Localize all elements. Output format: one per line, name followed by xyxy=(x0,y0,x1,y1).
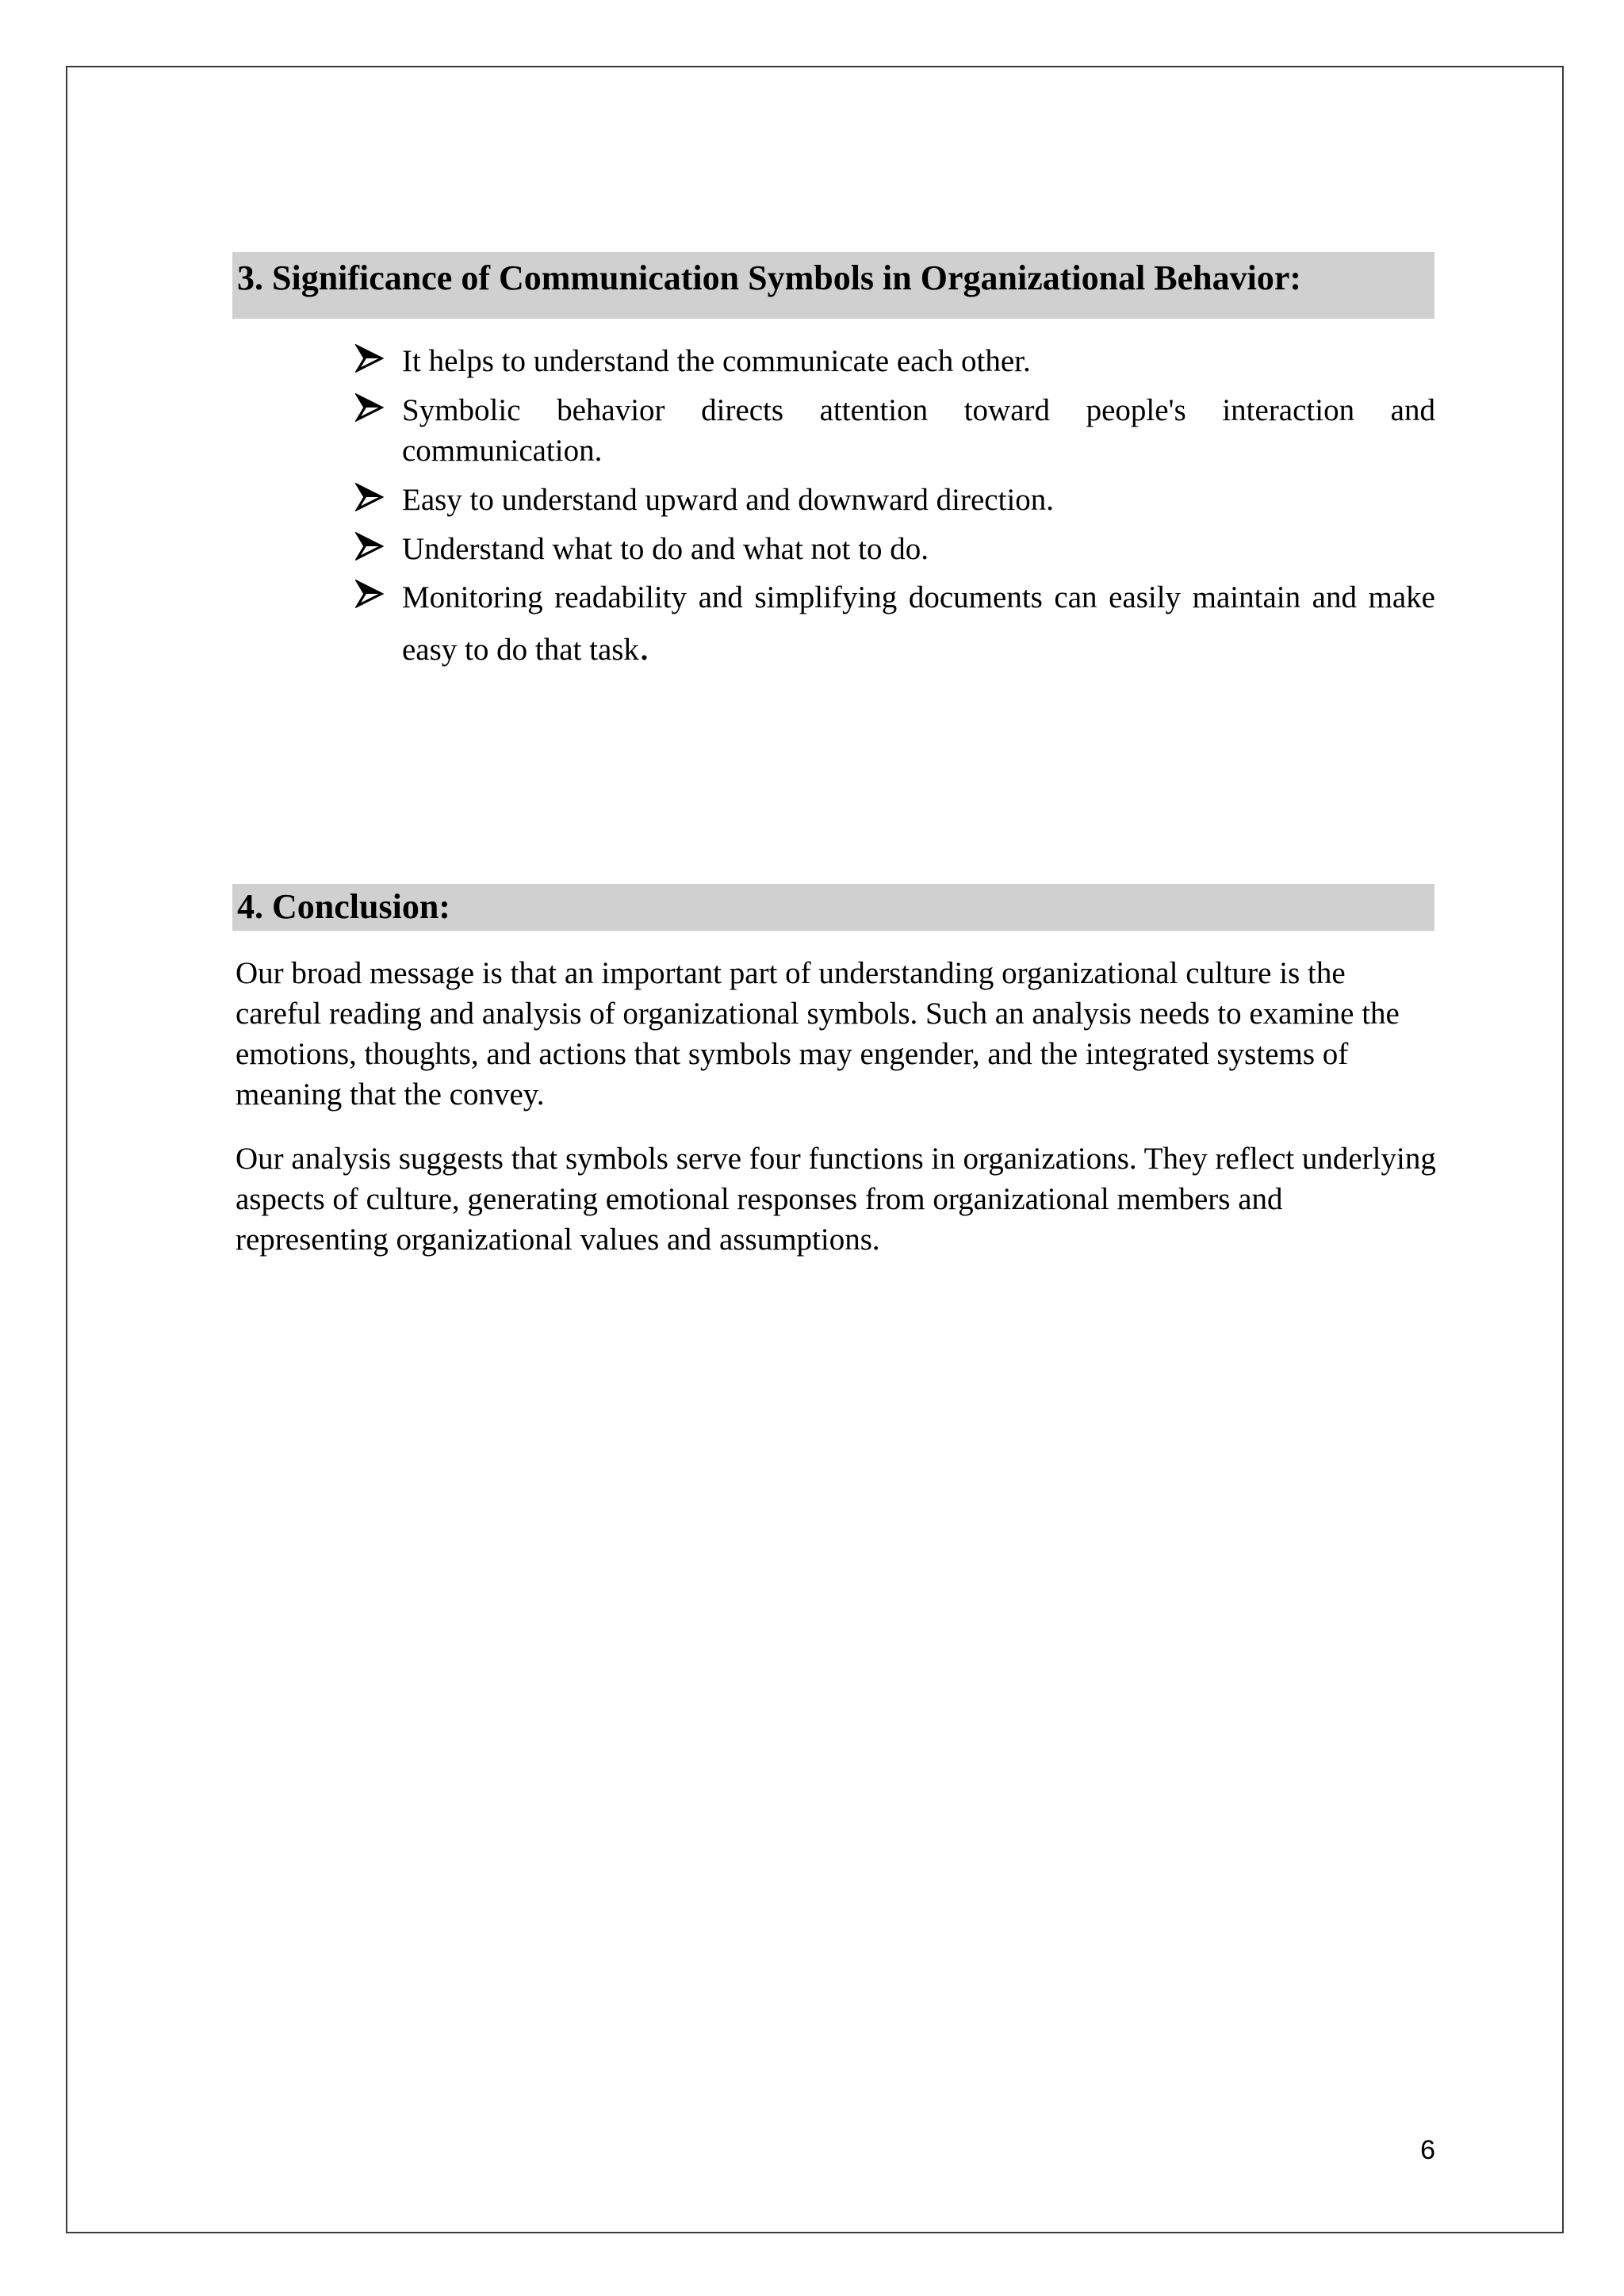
arrowhead-bullet-icon xyxy=(355,393,384,422)
section-4-heading: 4. Conclusion: xyxy=(232,884,1434,931)
bullet-text: Easy to understand upward and downward direction. xyxy=(402,483,1055,517)
bullet-text: Understand what to do and what not to do. xyxy=(402,532,929,566)
page-number: 6 xyxy=(1420,2135,1435,2165)
conclusion-paragraph-2: Our analysis suggests that symbols serve four functions in organizations. They reflect underlying aspects of culture, generating emotional responses from organizational members and representing organizational values and assumptions. xyxy=(236,1142,1436,1257)
list-item xyxy=(355,529,1435,569)
arrowhead-bullet-icon xyxy=(355,344,384,373)
list-item xyxy=(355,573,1435,675)
conclusion-paragraph-1: Our broad message is that an important part of understanding organizational culture is the careful reading and analysis of organizational symbols. Such an analysis needs to examine the emotions, thoughts, and actions that symbols may engender, and the integrated systems of meaning that the convey. xyxy=(236,956,1400,1112)
section-3-heading: 3. Significance of Communication Symbols in Organizational Behavior: xyxy=(232,252,1434,319)
arrowhead-bullet-icon xyxy=(355,532,384,561)
arrowhead-bullet-icon xyxy=(355,580,384,608)
bullet-text: Monitoring readability and simplifying documents can easily maintain and make easy to do that task xyxy=(402,580,1435,667)
bullet-text: Symbolic behavior directs attention toward people's interaction and communication. xyxy=(402,393,1435,468)
significance-bullet-list xyxy=(355,341,1435,683)
list-item xyxy=(355,390,1435,471)
bullet-text: It helps to understand the communicate each other. xyxy=(402,344,1031,378)
list-item xyxy=(355,480,1435,520)
list-item xyxy=(355,341,1435,381)
bullet-period: . xyxy=(638,624,649,669)
arrowhead-bullet-icon xyxy=(355,483,384,511)
